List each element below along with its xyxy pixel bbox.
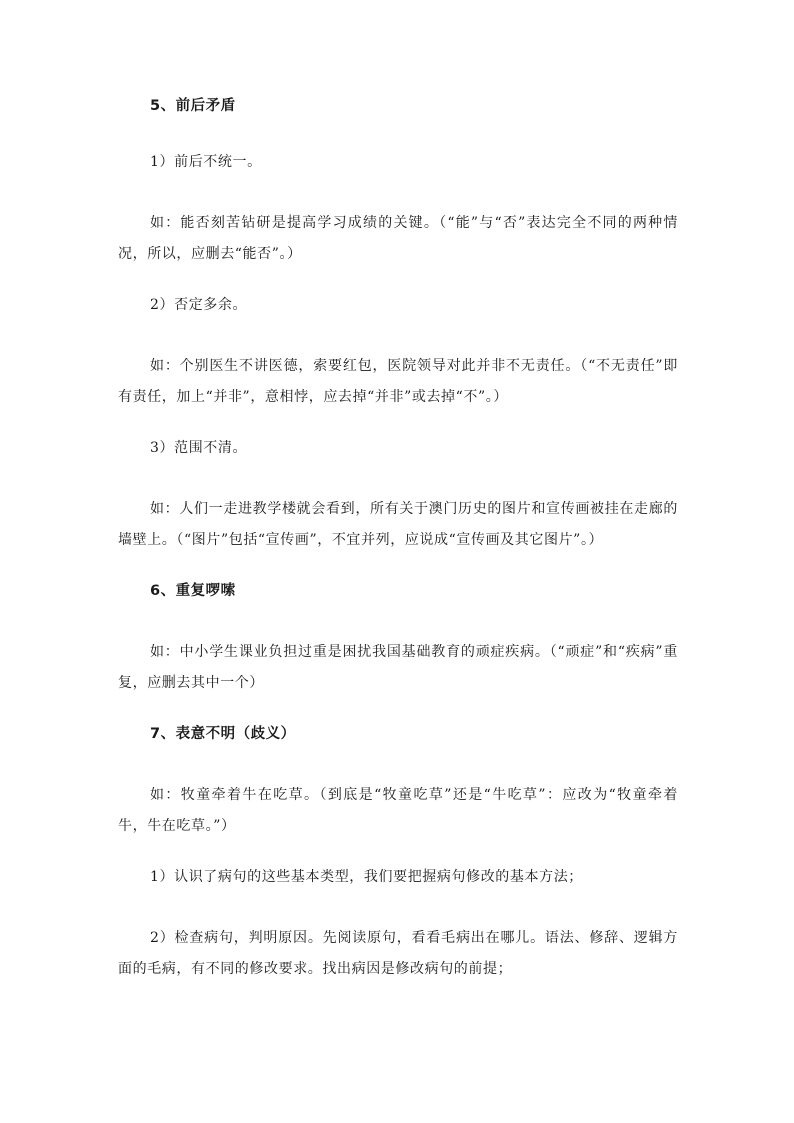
example-paragraph-4: 如：中小学生课业负担过重是困扰我国基础教育的顽症疾病。（“顽症”和“疾病”重复，应删去其中一个）	[118, 644, 678, 691]
section-heading-5: 5、前后矛盾	[150, 98, 236, 114]
document-body	[118, 96, 678, 1010]
subpoint-1: 1）前后不统一。	[150, 154, 262, 170]
subpoint-2: 2）否定多余。	[150, 297, 248, 313]
section-heading-6: 6、重复啰嗦	[150, 583, 236, 599]
method-point-1: 1）认识了病句的这些基本类型，我们要把握病句修改的基本方法；	[150, 869, 583, 885]
section-heading-7: 7、表意不明（歧义）	[150, 726, 296, 742]
example-paragraph-3: 如：人们一走进教学楼就会看到，所有关于澳门历史的图片和宣传画被挂在走廊的墙壁上。（“图片”包括“宣传画”，不宜并列，应说成“宣传画及其它图片”。）	[118, 501, 678, 548]
example-paragraph-2: 如：个别医生不讲医德，索要红包，医院领导对此并非不无责任。（“不无责任”即有责任，加上“并非”，意相悖，应去掉“并非”或去掉“不”。）	[118, 358, 678, 405]
subpoint-3: 3）范围不清。	[150, 440, 248, 456]
example-paragraph-1: 如：能否刻苦钻研是提高学习成绩的关键。（“能”与“否”表达完全不同的两种情况，所以，应删去“能否”。）	[118, 215, 678, 262]
method-point-2: 2）检查病句，判明原因。先阅读原句，看看毛病出在哪儿。语法、修辞、逻辑方面的毛病，有不同的修改要求。找出病因是修改病句的前提；	[118, 930, 678, 977]
example-paragraph-5: 如：牧童牵着牛在吃草。（到底是“牧童吃草”还是“牛吃草”：应改为“牧童牵着牛，牛在吃草。”）	[118, 787, 678, 834]
